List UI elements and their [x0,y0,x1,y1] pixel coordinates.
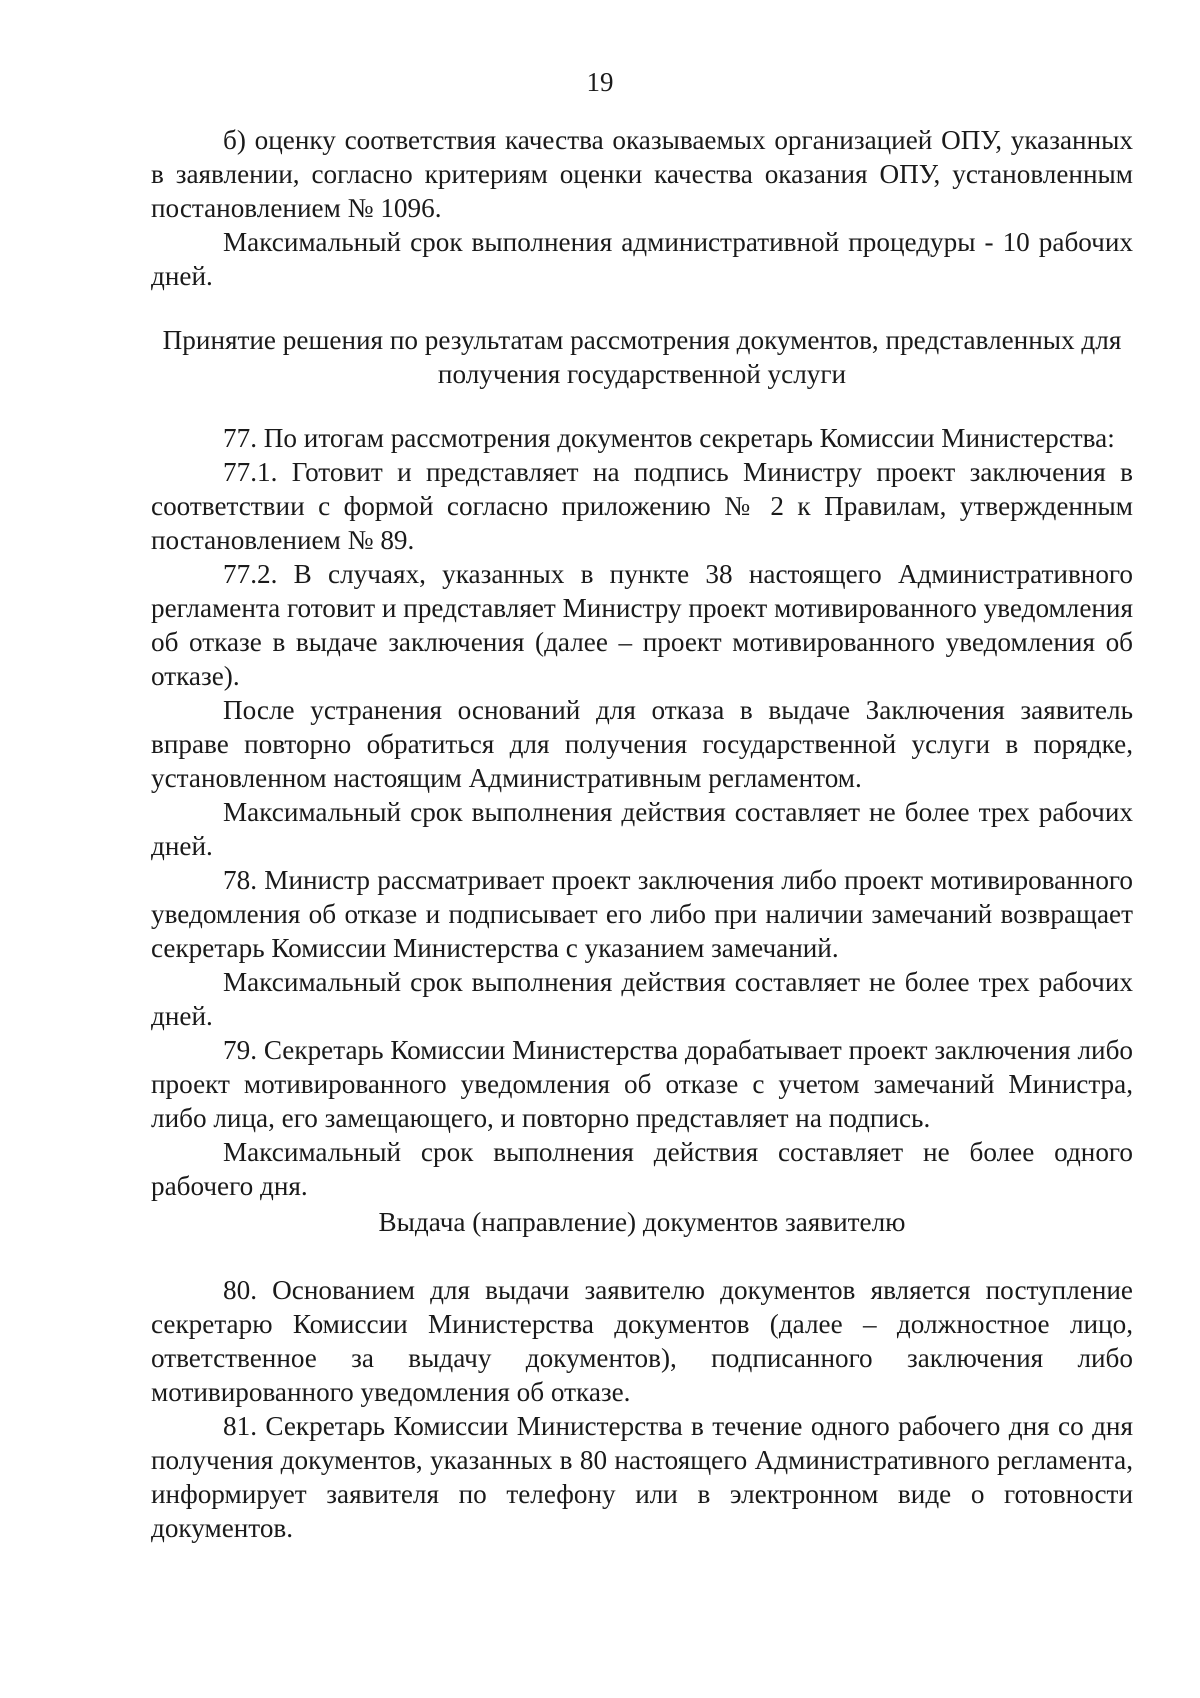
paragraph-79: 79. Секретарь Комиссии Министерства дорабатывает проект заключения либо проект мотивированного уведомления об отказе с учетом замечаний Министра, либо лица, его замещающего, и повторно представляет на подпись. [151,1035,1133,1133]
paragraph-81: 81. Секретарь Комиссии Министерства в течение одного рабочего дня со дня получения документов, указанных в 80 настоящего Административного регламента, информирует заявителя по телефону или в электронном виде о готовности документов. [151,1411,1133,1543]
paragraph-78: 78. Министр рассматривает проект заключения либо проект мотивированного уведомления об отказе и подписывает его либо при наличии замечаний возвращает секретарь Комиссии Министерства с указанием замечаний. [151,865,1133,963]
paragraph-80: 80. Основанием для выдачи заявителю документов является поступление секретарю Комиссии Министерства документов (далее – должностное лицо, ответственное за выдачу документов), подписанного заключения либо мотивированного уведомления об отказе. [151,1275,1133,1407]
section-heading-decision: Принятие решения по результатам рассмотрения документов, представленных для получения государственной услуги [162,325,1122,389]
paragraph-77: 77. По итогам рассмотрения документов секретарь Комиссии Министерства: [223,423,1115,453]
paragraph-max-term-three-days-2: Максимальный срок выполнения действия составляет не более трех рабочих дней. [151,967,1133,1031]
paragraph-77-1: 77.1. Готовит и представляет на подпись Министру проект заключения в соответствии с формой согласно приложению № 2 к Правилам, утвержденным постановлением № 89. [151,457,1133,555]
paragraph-b-quality-assessment: б) оценку соответствия качества оказываемых организацией ОПУ, указанных в заявлении, согласно критериям оценки качества оказания ОПУ, установленным постановлением № 1096. [151,125,1133,223]
section-heading-issuance: Выдача (направление) документов заявителю [378,1207,906,1237]
document-body [151,123,1133,1545]
paragraph-after-elimination: После устранения оснований для отказа в выдаче Заключения заявитель вправе повторно обратиться для получения государственной услуги в порядке, установленном настоящим Административным регламентом. [151,695,1133,793]
paragraph-max-term-three-days-1: Максимальный срок выполнения действия составляет не более трех рабочих дней. [151,797,1133,861]
paragraph-max-term-procedure: Максимальный срок выполнения административной процедуры - 10 рабочих дней. [151,227,1133,291]
page-number: 19 [586,67,614,97]
paragraph-max-term-one-day: Максимальный срок выполнения действия составляет не более одного рабочего дня. [151,1137,1133,1201]
paragraph-77-2: 77.2. В случаях, указанных в пункте 38 настоящего Административного регламента готовит и представляет Министру проект мотивированного уведомления об отказе в выдаче заключения (далее – проект мотивированного уведомления об отказе). [151,559,1133,691]
